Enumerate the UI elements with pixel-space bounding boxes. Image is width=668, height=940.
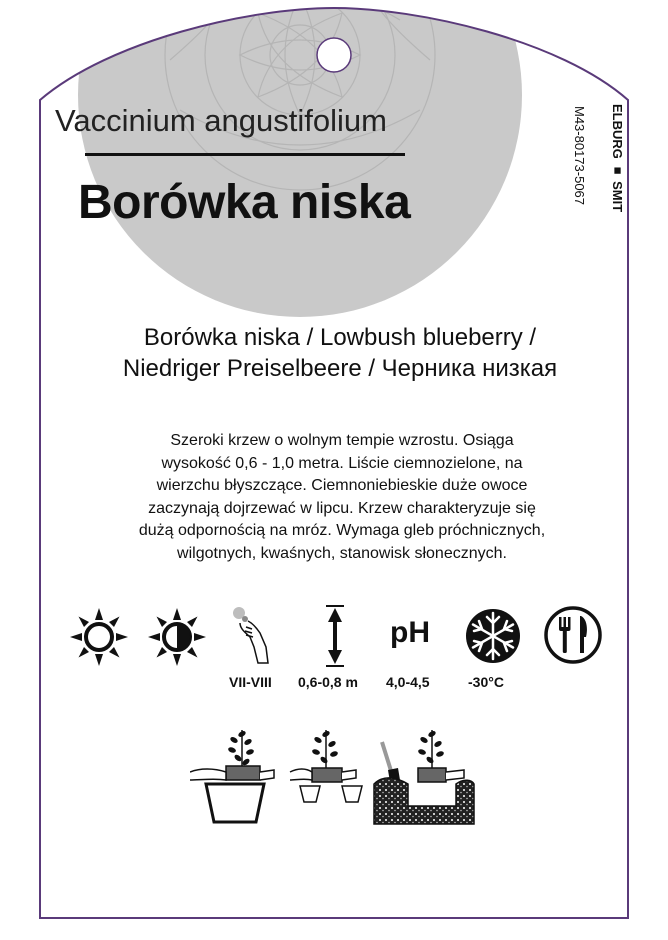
plant-names (60, 322, 620, 384)
harvest-time-label: VII-VIII (229, 674, 272, 690)
title-divider (85, 153, 405, 156)
description-line: Szeroki krzew o wolnym tempie wzrostu. Osiąga (170, 432, 514, 449)
hand-picking-icon (228, 603, 278, 667)
planting-in-soil-icon (372, 722, 476, 826)
header-bubble (78, 0, 522, 317)
pot-removal-icon (190, 722, 280, 826)
fork-knife-icon (543, 605, 603, 665)
description-line: zaczynają dojrzewać w lipcu. Krzew charakteryzuje się (148, 499, 536, 517)
description-line: wilgotnych, kwaśnych, stanowisk słonecznych. (177, 544, 507, 562)
product-code: M43-80173-5067 (572, 106, 587, 206)
names-line: Borówka niska / Lowbush blueberry / (143, 324, 537, 351)
ph-icon: pH (390, 616, 430, 649)
names-line: Niedriger Preiselbeere / Черника низкая (122, 355, 558, 382)
brand-logo: ELBURG ■ SMIT (610, 104, 625, 213)
half-sun-icon (146, 606, 208, 668)
description-line: wierzchu błyszczące. Ciemnoniebieskie duże owoce (156, 477, 528, 494)
common-name: Borówka niska (78, 176, 411, 229)
frost-label: -30°C (468, 674, 504, 690)
description (92, 430, 592, 565)
height-label: 0,6-0,8 m (298, 674, 358, 690)
root-soak-icon (286, 722, 372, 826)
height-arrow-icon (324, 604, 346, 668)
hang-hole (317, 38, 351, 72)
ph-label: 4,0-4,5 (386, 674, 430, 690)
description-line: wysokość 0,6 - 1,0 metra. Liście ciemnozielone, na (161, 454, 523, 472)
description-line: dużą odpornością na mróz. Wymaga gleb próchnicznych, (138, 522, 546, 539)
sun-icon (68, 606, 130, 668)
snowflake-icon (465, 607, 521, 665)
latin-name: Vaccinium angustifolium (55, 103, 387, 138)
